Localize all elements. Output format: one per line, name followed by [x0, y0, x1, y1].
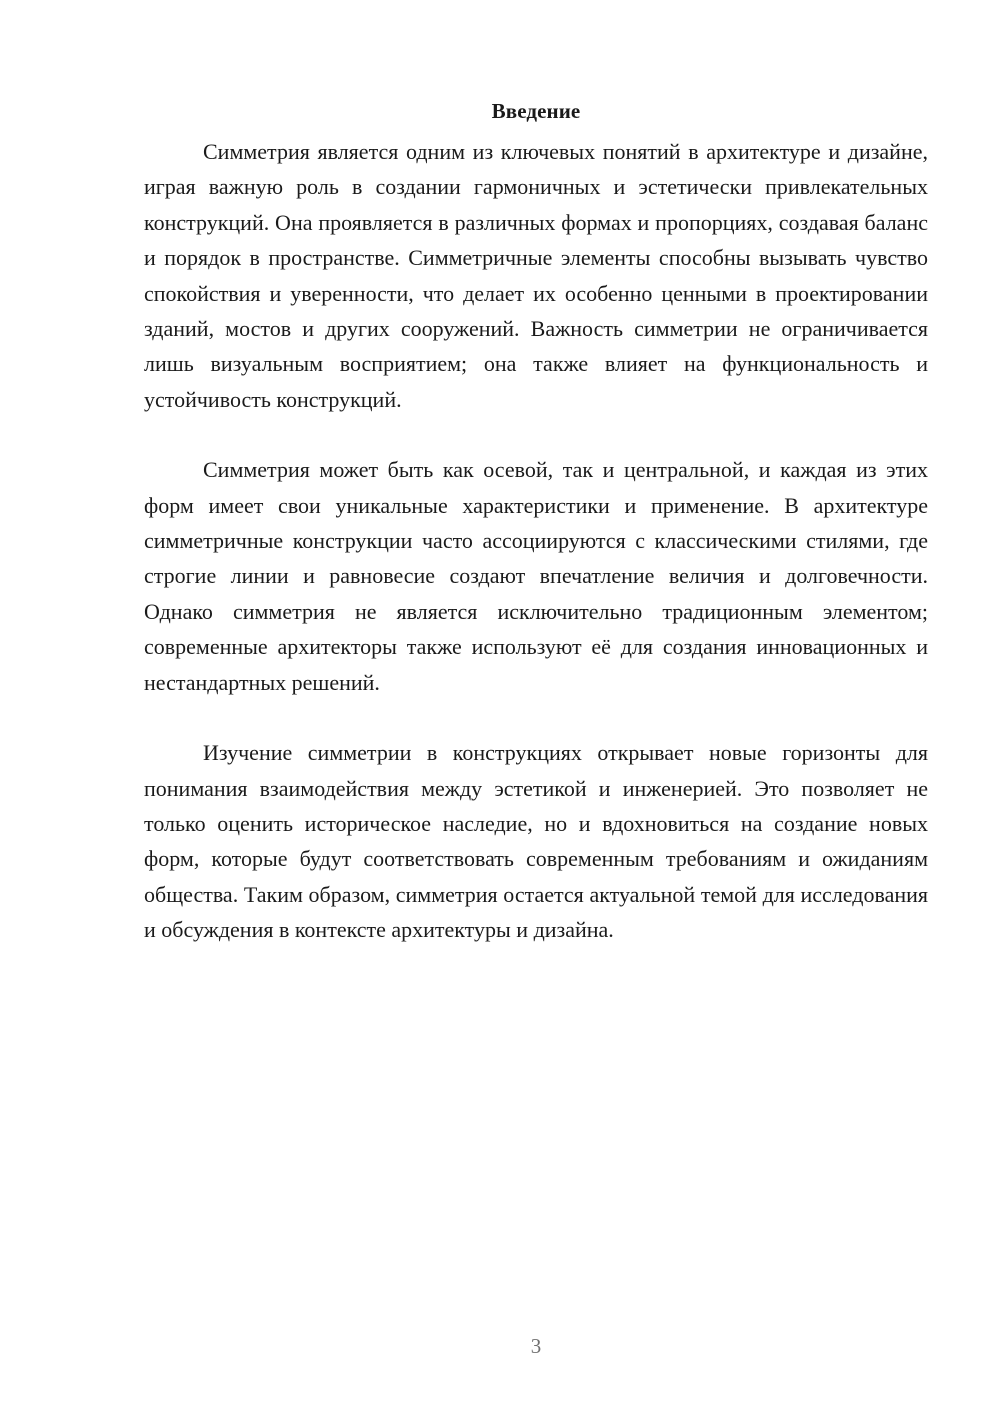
page-content	[144, 96, 928, 948]
paragraph-3: Изучение симметрии в конструкциях открывает новые горизонты для понимания взаимодействия между эстетикой и инженерией. Это позволяет не только оценить историческое наследие, но и вдохновиться на создание новых форм, которые будут соответствовать современным требованиям и ожиданиям общества. Таким образом, симметрия остается актуальной темой для исследования и обсуждения в контексте архитектуры и дизайна.	[144, 740, 928, 943]
paragraph-1: Симметрия является одним из ключевых понятий в архитектуре и дизайне, играя важную роль в создании гармоничных и эстетически привлекательных конструкций. Она проявляется в различных формах и пропорциях, создавая баланс и порядок в пространстве. Симметричные элементы способны вызывать чувство спокойствия и уверенности, что делает их особенно ценными в проектировании зданий, мостов и других сооружений. Важность симметрии не ограничивается лишь визуальным восприятием; она также влияет на функциональность и устойчивость конструкций.	[144, 139, 928, 412]
section-heading: Введение	[491, 99, 581, 123]
paragraph-2: Симметрия может быть как осевой, так и центральной, и каждая из этих форм имеет свои уникальные характеристики и применение. В архитектуре симметричные конструкции часто ассоциируются с классическими стилями, где строгие линии и равновесие создают впечатление величия и долговечности. Однако симметрия не является исключительно традиционным элементом; современные архитекторы также используют её для создания инновационных и нестандартных решений.	[144, 457, 928, 695]
page-number: 3	[530, 1334, 542, 1358]
